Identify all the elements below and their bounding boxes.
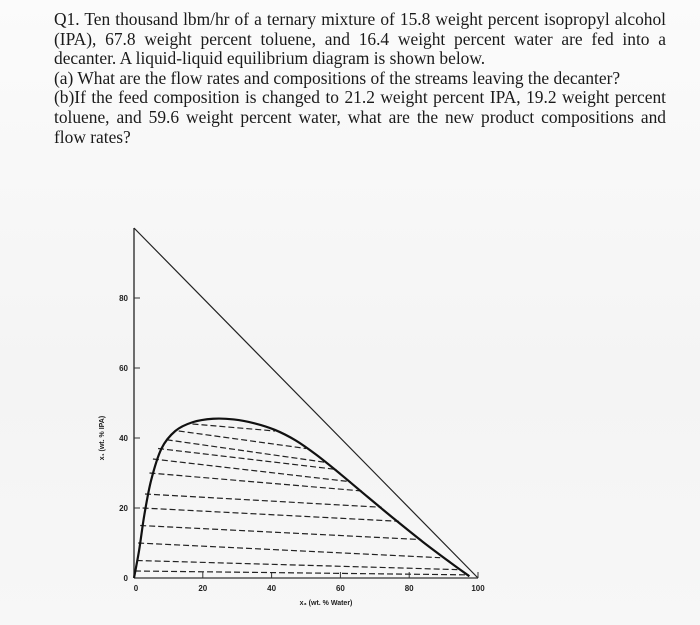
tie-line <box>140 526 419 540</box>
y-tick-label: 0 <box>123 574 128 583</box>
question-part-b: (b)If the feed composition is changed to 21.2 weight percent IPA, 19.2 weight percent toluene, and 59.6 weight percent water, what are the new product compositions and flow rates? <box>54 87 666 147</box>
tie-line <box>153 459 351 482</box>
y-tick-label: 80 <box>119 294 128 303</box>
tie-line <box>179 431 306 449</box>
tie-line <box>137 561 458 570</box>
y-tick-label: 40 <box>119 434 128 443</box>
tie-line <box>167 440 327 463</box>
x-tick-label: 20 <box>198 584 208 593</box>
binodal-curve <box>134 419 469 578</box>
x-tick-label: 40 <box>267 584 277 593</box>
tie-line <box>135 571 468 575</box>
question-paragraph-intro: Q1. Ten thousand lbm/hr of a ternary mixture of 15.8 weight percent isopropyl alcohol (IPA), 67.8 weight percent toluene, and 16.4 weight percent water are fed into a decanter. A liquid-liquid equilibrium diagram is shown below. <box>54 9 666 69</box>
y-axis-title: x₁ (wt. % IPA) <box>99 415 106 461</box>
question-part-a: (a) What are the flow rates and compositions of the streams leaving the decanter? <box>54 67 621 88</box>
tie-line <box>138 543 440 558</box>
y-tick-label: 20 <box>119 504 128 513</box>
tie-lines-group <box>135 424 468 575</box>
y-tick-label: 60 <box>119 364 128 373</box>
tie-line <box>149 473 364 491</box>
tick-labels-group <box>99 294 485 607</box>
tie-line <box>143 508 399 521</box>
x-axis-title: x₃ (wt. % Water) <box>299 600 353 607</box>
hypotenuse-line <box>134 228 478 578</box>
tie-line <box>145 494 382 507</box>
x-tick-label: 80 <box>404 584 414 593</box>
axes-group <box>134 228 478 578</box>
binodal-curve-group <box>134 419 469 578</box>
x-tick-label: 60 <box>335 584 345 593</box>
x-tick-label: 0 <box>133 584 139 593</box>
x-tick-label: 100 <box>471 584 485 593</box>
